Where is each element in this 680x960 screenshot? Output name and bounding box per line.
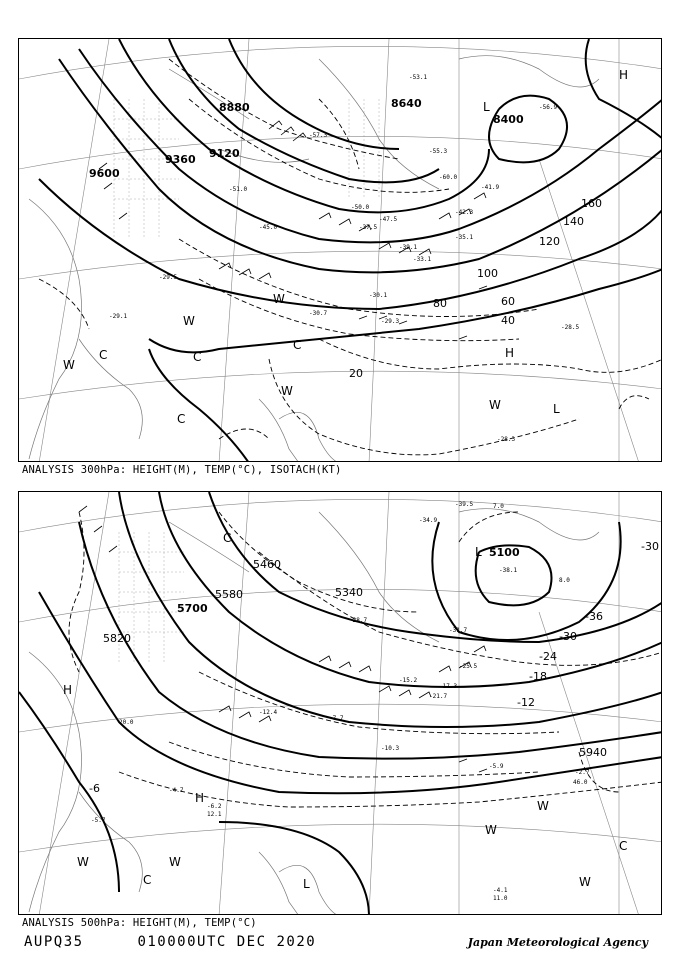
chart-datetime: 010000UTC DEC 2020: [137, 934, 317, 950]
upper-temp-label: -37.5: [359, 224, 378, 231]
lower-height-contours: [19, 492, 662, 915]
lower-temp-label: -15.2: [399, 677, 418, 684]
lower-temp-label: -5.7: [91, 817, 106, 824]
upper-height-label-8640: 8640: [391, 97, 422, 110]
lower-temp-label: 11.0: [493, 895, 508, 902]
upper-temp-label: -50.0: [351, 204, 370, 211]
lower-temp-label: -7.7: [329, 715, 344, 722]
upper-marker-c2: C: [193, 350, 202, 364]
lower-temp-label: -2.7: [575, 769, 590, 776]
lower-temp-label: -4.1: [493, 887, 508, 894]
upper-temp-label: -60.0: [439, 174, 458, 181]
upper-temp-label: -29.5: [159, 274, 178, 281]
lower-height-label-5460: 5460: [253, 558, 281, 571]
lower-marker-w4: W: [169, 855, 181, 869]
lower-temp-label: -5.9: [489, 763, 504, 770]
lower-isotherm-lines: [69, 512, 662, 807]
chart-code: AUPQ35: [24, 934, 84, 950]
upper-height-label-8400: 8400: [493, 113, 524, 126]
lower-temp-contour-label: -12: [517, 696, 535, 709]
lower-temp-label: -38.1: [499, 567, 518, 574]
lower-marker-w1: W: [537, 799, 549, 813]
lower-high-symbol-west: H: [63, 683, 73, 697]
lower-low-symbol-south: L: [303, 877, 310, 891]
upper-temp-labels: [109, 74, 579, 443]
lower-temp-label: 46.0: [573, 779, 588, 786]
upper-map-svg: [19, 39, 662, 462]
lower-marker-w3: W: [579, 875, 591, 889]
lower-temp-contour-label: -36: [585, 610, 603, 623]
upper-temp-label: -47.5: [379, 216, 398, 223]
upper-graticule: [19, 39, 662, 462]
upper-temp-label: -29.1: [109, 313, 128, 320]
upper-low-symbol: L: [483, 100, 490, 114]
lower-marker-w2: W: [485, 823, 497, 837]
upper-temp-label: -51.0: [229, 186, 248, 193]
lower-map-panel: [18, 491, 662, 915]
lower-temp-label: -4.7: [169, 787, 184, 794]
upper-marker-w1: W: [273, 292, 285, 306]
lower-height-label-5100: 5100: [489, 546, 520, 559]
lower-temp-label: 8.0: [559, 577, 570, 584]
upper-isotach-label-120: 120: [539, 235, 560, 248]
lower-temp-label: 20.0: [119, 719, 134, 726]
upper-height-label-9120: 9120: [209, 147, 240, 160]
upper-temp-label: -33.1: [413, 256, 432, 263]
upper-map-panel: [18, 38, 662, 462]
upper-high-symbol-east: H: [619, 68, 629, 82]
lower-high-symbol: H: [195, 791, 205, 805]
lower-height-label-5940: 5940: [579, 746, 607, 759]
lower-temp-label: -39.5: [455, 501, 474, 508]
lower-height-label-5580: 5580: [215, 588, 243, 601]
upper-temp-label: -30.1: [369, 292, 388, 299]
upper-temp-label: -53.1: [409, 74, 428, 81]
upper-temp-label: -55.3: [429, 148, 448, 155]
agency-name: Japan Meteorological Agency: [467, 936, 648, 949]
lower-temp-contour-label: -30: [559, 630, 577, 643]
lower-temp-contour-label: -6: [89, 782, 100, 795]
upper-isotach-label-80: 80: [433, 297, 447, 310]
upper-temp-label: -57.3: [309, 132, 328, 139]
chart-id-and-time: [24, 934, 316, 950]
upper-temp-label: -45.0: [259, 224, 278, 231]
lower-temp-label: -6.2: [207, 803, 222, 810]
lower-temp-label: -31.7: [449, 627, 468, 634]
upper-marker-w4: W: [489, 398, 501, 412]
upper-station-grid: [114, 99, 379, 239]
upper-isotach-label-160: 160: [581, 197, 602, 210]
lower-graticule: [19, 492, 662, 915]
lower-height-label-5340: 5340: [335, 586, 363, 599]
lower-marker-c3: C: [143, 873, 152, 887]
upper-marker-c1: C: [99, 348, 108, 362]
upper-isotach-label-20: 20: [349, 367, 363, 380]
upper-temp-label: -56.9: [539, 104, 558, 111]
lower-temp-label: 12.1: [207, 811, 222, 818]
upper-isotach-label-60: 60: [501, 295, 515, 308]
upper-height-label-9360: 9360: [165, 153, 196, 166]
upper-temp-label: -28.3: [497, 436, 516, 443]
upper-isotach-label-100: 100: [477, 267, 498, 280]
upper-marker-w3: W: [281, 384, 293, 398]
lower-temp-labels: [91, 501, 590, 902]
lower-panel-caption: ANALYSIS 500hPa: HEIGHT(M), TEMP(°C): [22, 917, 257, 929]
upper-temp-label: -42.3: [455, 209, 474, 216]
upper-isotach-label-140: 140: [563, 215, 584, 228]
lower-height-label-5820: 5820: [103, 632, 131, 645]
lower-marker-w5: W: [77, 855, 89, 869]
lower-temp-label: -12.4: [259, 709, 278, 716]
lower-temp-contour-label: -24: [539, 650, 557, 663]
lower-temp-label: -25.5: [459, 663, 478, 670]
upper-temp-label: -35.1: [455, 234, 474, 241]
upper-height-label-9600: 9600: [89, 167, 120, 180]
lower-temp-label: -17.3: [439, 683, 458, 690]
lower-temp-label: -21.7: [429, 693, 448, 700]
lower-marker-c2: C: [223, 531, 232, 545]
lower-temp-label: -28.7: [349, 617, 368, 624]
upper-temp-label: -29.3: [381, 318, 400, 325]
lower-map-svg: [19, 492, 662, 915]
upper-low-symbol-south: L: [553, 402, 560, 416]
lower-temp-label: -34.9: [419, 517, 438, 524]
lower-temp-contour-label: -30: [641, 540, 659, 553]
upper-temp-label: -41.9: [481, 184, 500, 191]
upper-height-label-8880: 8880: [219, 101, 250, 114]
upper-marker-w2: W: [183, 314, 195, 328]
upper-temp-label: -28.5: [561, 324, 580, 331]
lower-marker-c1: C: [619, 839, 628, 853]
lower-temp-contour-label: -18: [529, 670, 547, 683]
upper-height-contours: [39, 39, 662, 462]
upper-isotach-label-40: 40: [501, 314, 515, 327]
upper-marker-c4: C: [293, 338, 302, 352]
upper-panel-caption: ANALYSIS 300hPa: HEIGHT(M), TEMP(°C), ISOTACH(KT): [22, 464, 342, 476]
lower-low-symbol: L: [475, 545, 482, 559]
upper-marker-w5: W: [63, 358, 75, 372]
upper-temp-label: -39.1: [399, 244, 418, 251]
upper-marker-c3: C: [177, 412, 186, 426]
upper-high-symbol: H: [505, 346, 515, 360]
lower-height-label-5700: 5700: [177, 602, 208, 615]
lower-temp-label: 7.0: [493, 503, 504, 510]
lower-temp-label: -10.3: [381, 745, 400, 752]
upper-temp-label: -30.7: [309, 310, 328, 317]
